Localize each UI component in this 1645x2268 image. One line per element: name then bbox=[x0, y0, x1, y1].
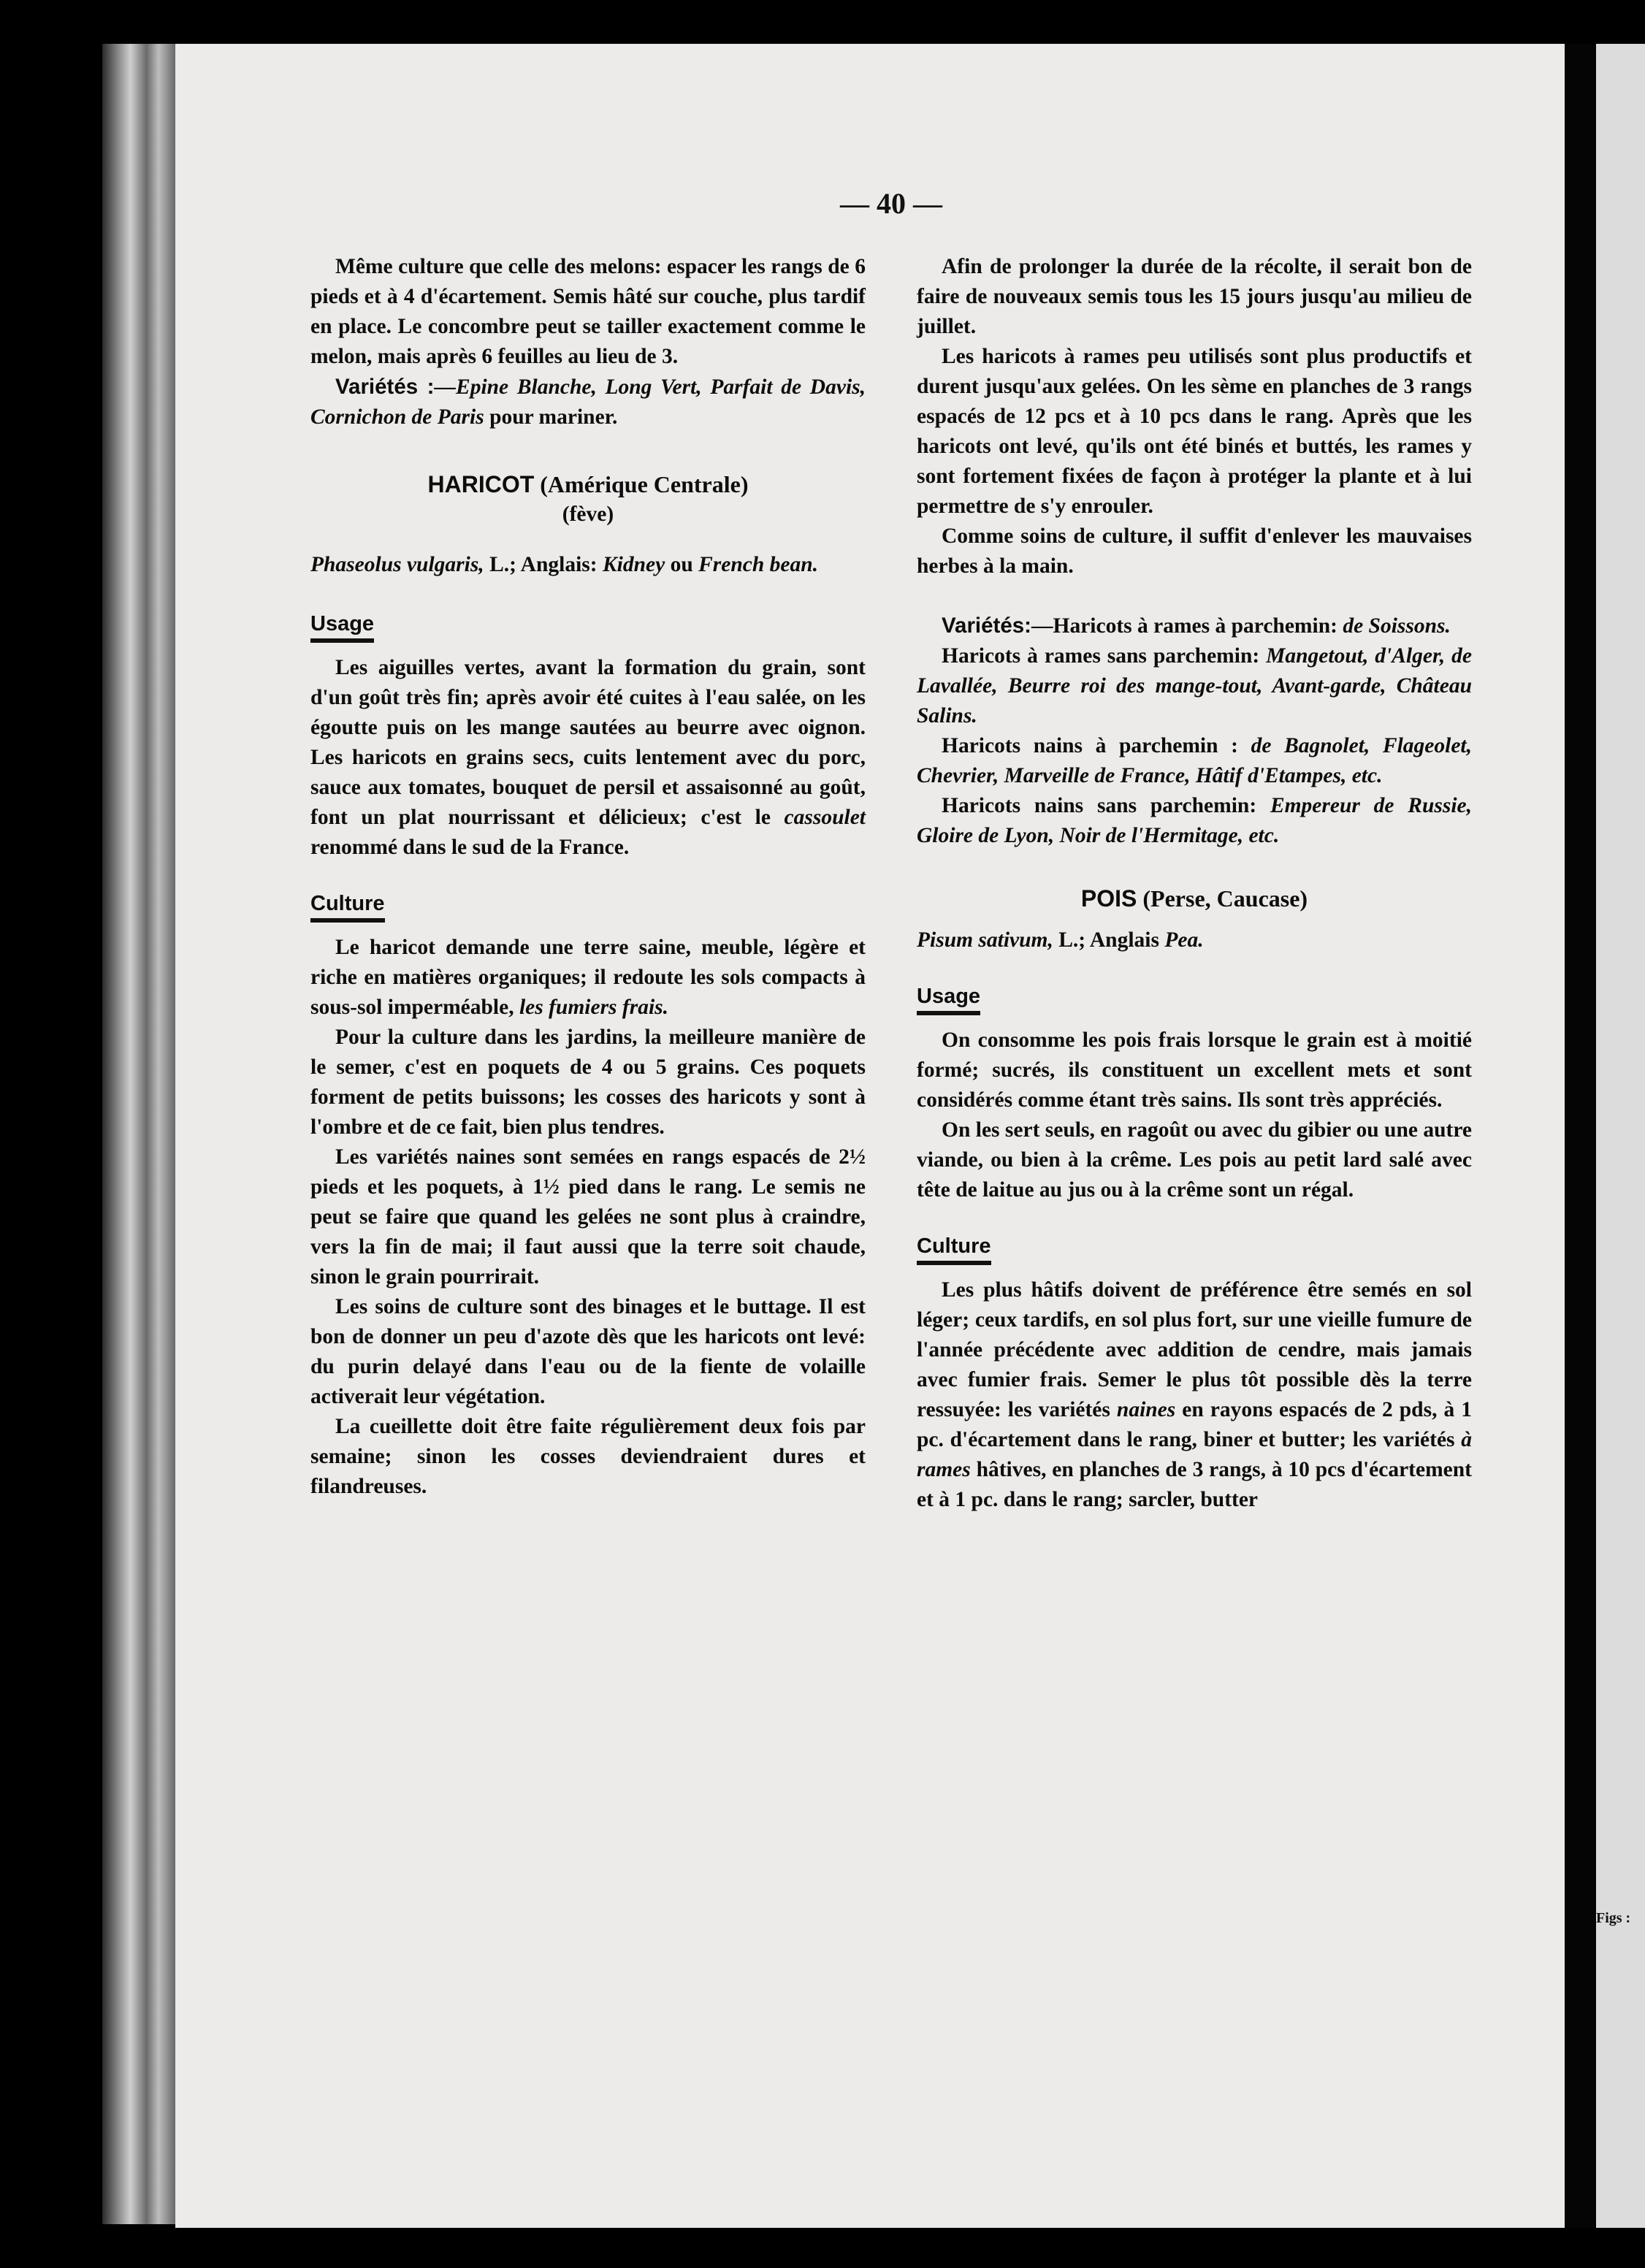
facing-page-edge bbox=[1596, 44, 1645, 2228]
usage-text-a: Les aiguilles vertes, avant la formation du grain, sont d'un goût très fin; après avoir été cuites à l'eau salée, on les égoutte puis on les mange sautées au beurre avec oignon. Les haricots en grains secs, cuits lentement avec du porc, sauce aux tomates, bouquet de persil et assaisonné au goût, font un plat nourrissant et délicieux; c'est le bbox=[310, 656, 866, 829]
usage-heading-left: Usage bbox=[310, 611, 374, 643]
haricot-origin: (Amérique Centrale) bbox=[540, 471, 749, 497]
usage-text-b: renommé dans le sud de la France. bbox=[310, 836, 630, 859]
varietes-paragraph bbox=[310, 372, 866, 432]
usage-cassoulet: cassoulet bbox=[784, 806, 866, 829]
varietes-haricots-3 bbox=[917, 731, 1472, 791]
pois-sci-mid: L.; Anglais bbox=[1053, 928, 1165, 952]
culture-paragraph-5: La cueillette doit être faite régulièrement deux fois par semaine; sinon les cosses deviendraient dures et filandreuses. bbox=[310, 1415, 866, 1498]
haricot-heading bbox=[310, 469, 866, 500]
right-column bbox=[917, 252, 1472, 1515]
haricot-sci-mid: L.; Anglais: bbox=[484, 553, 603, 576]
haricot-usage-paragraph bbox=[310, 653, 866, 863]
culture-heading-right: Culture bbox=[917, 1233, 991, 1265]
culture-text-a: Le haricot demande une terre saine, meuble, légère et riche en matières organiques; il redoute les sols compacts à sous-sol imperméable, bbox=[310, 936, 866, 1019]
right-paragraph-1: Afin de prolonger la durée de la récolte, il serait bon de faire de nouveaux semis tous les 15 jours jusqu'au milieu de juillet. bbox=[917, 255, 1472, 338]
pois-a-rames: à rames bbox=[917, 1428, 1472, 1481]
haricot-scientific-name bbox=[310, 550, 866, 580]
varietes-label-right: Variétés: bbox=[942, 614, 1031, 638]
varietes-haricots-4 bbox=[917, 791, 1472, 851]
usage-heading-right: Usage bbox=[917, 983, 980, 1015]
var1-list: de Soissons. bbox=[1343, 614, 1451, 638]
var4-list: Empereur de Russie, Gloire de Lyon, Noir de l'Hermitage, etc. bbox=[917, 794, 1472, 847]
varietes-tail: pour mariner. bbox=[484, 405, 618, 429]
page-number: — 40 — bbox=[840, 187, 942, 220]
var4-text: Haricots nains sans parchemin: bbox=[942, 794, 1270, 817]
haricot-alt-name: (fève) bbox=[562, 503, 614, 526]
page-gutter bbox=[1565, 44, 1596, 2228]
culture-fumiers: les fumiers frais. bbox=[519, 996, 669, 1019]
haricot-english: Kidney bbox=[602, 553, 665, 576]
varietes-haricots-2 bbox=[917, 641, 1472, 731]
var2-text: Haricots à rames sans parchemin: bbox=[942, 644, 1267, 668]
var3-text: Haricots nains à parchemin : bbox=[942, 734, 1251, 757]
pois-culture-a: Les plus hâtifs doivent de préférence être semés en sol léger; ceux tardifs, en sol plus fort, sur une vieille fumure de l'année précédente avec addition de cendre, mais jamais avec fumier frais. Semer le plus tôt possible dès la terre ressuyée: les variétés bbox=[917, 1278, 1472, 1421]
pois-latin: Pisum sativum, bbox=[917, 928, 1053, 952]
pois-naines: naines bbox=[1116, 1398, 1176, 1421]
pois-usage-paragraph-1: On consomme les pois frais lorsque le grain est à moitié formé; sucrés, ils constituent un excellent mets et sont considérés comme étant très sains. Ils sont très appréciés. bbox=[917, 1028, 1472, 1112]
var1-text: —Haricots à rames à parchemin: bbox=[1031, 614, 1343, 638]
culture-heading-left: Culture bbox=[310, 890, 385, 923]
pois-culture-c: hâtives, en planches de 3 rangs, à 10 pcs d'écartement et à 1 pc. dans le rang; sarcler, butter bbox=[917, 1458, 1472, 1511]
left-column bbox=[310, 252, 866, 1502]
haricot-sci-ou: ou bbox=[665, 553, 699, 576]
varietes-haricots-1 bbox=[917, 611, 1472, 641]
haricot-latin: Phaseolus vulgaris, bbox=[310, 553, 484, 576]
pois-culture-b: en rayons espacés de 2 pds, à 1 pc. d'écartement dans le rang, biner et butter; les variétés bbox=[917, 1398, 1472, 1451]
right-paragraph-3: Comme soins de culture, il suffit d'enlever les mauvaises herbes à la main. bbox=[917, 524, 1472, 578]
facing-page-figs-label: Figs : bbox=[1596, 1910, 1631, 1926]
varietes-label: Variétés : bbox=[335, 375, 435, 399]
varietes-list: —Epine Blanche, Long Vert, Parfait de Davis, Cornichon de Paris bbox=[310, 375, 866, 429]
culture-paragraph-4: Les soins de culture sont des binages et le buttage. Il est bon de donner un peu d'azote dès que les haricots ont levé: du purin delayé dans l'eau ou de la fiente de volaille activerait leur végétation. bbox=[310, 1295, 866, 1408]
haricot-title: HARICOT bbox=[427, 471, 535, 497]
var3-list: de Bagnolet, Flageolet, Chevrier, Marveille de France, Hâtif d'Etampes, etc. bbox=[917, 734, 1472, 787]
haricot-english-2: French bean. bbox=[698, 553, 819, 576]
right-paragraph-2: Les haricots à rames peu utilisés sont plus productifs et durent jusqu'aux gelées. On les sème en planches de 3 rangs espacés de 12 pcs et à 10 pcs dans le rang. Après que les haricots ont levé, qu'ils ont été binés et buttés, les rames y sont fortement fixées de façon à protéger la plante et à lui permettre de s'y enrouler. bbox=[917, 345, 1472, 518]
culture-paragraph-2: Pour la culture dans les jardins, la meilleure manière de le semer, c'est en poquets de 4 ou 5 grains. Ces poquets forment de petits buissons; les cosses des haricots y sont à l'ombre et de ce fait, bien plus tendres. bbox=[310, 1026, 866, 1139]
pois-culture-paragraph bbox=[917, 1275, 1472, 1515]
pois-title: POIS bbox=[1080, 885, 1137, 912]
intro-paragraph: Même culture que celle des melons: espacer les rangs de 6 pieds et à 4 d'écartement. Semis hâté sur couche, plus tardif en place. Le concombre peut se tailler exactement comme le melon, mais après 6 feuilles au lieu de 3. bbox=[310, 255, 866, 368]
culture-paragraph-1 bbox=[310, 933, 866, 1023]
pois-english: Pea. bbox=[1164, 928, 1204, 952]
pois-heading bbox=[917, 883, 1472, 914]
culture-paragraph-3: Les variétés naines sont semées en rangs espacés de 2½ pieds et les poquets, à 1½ pied dans le rang. Le semis ne peut se faire que quand les gelées ne sont plus à craindre, vers la fin de mai; il faut aussi que la terre soit chaude, sinon le grain pourrirait. bbox=[310, 1145, 866, 1288]
pois-origin: (Perse, Caucase) bbox=[1142, 885, 1308, 912]
pois-scientific-name bbox=[917, 925, 1472, 955]
pois-usage-paragraph-2: On les sert seuls, en ragoût ou avec du gibier ou une autre viande, ou bien à la crême. Les pois au petit lard salé avec tête de laitue au jus ou à la crême sont un régal. bbox=[917, 1118, 1472, 1202]
book-binding bbox=[102, 44, 183, 2224]
var2-list: Mangetout, d'Alger, de Lavallée, Beurre roi des mange-tout, Avant-garde, Château Salins. bbox=[917, 644, 1473, 728]
